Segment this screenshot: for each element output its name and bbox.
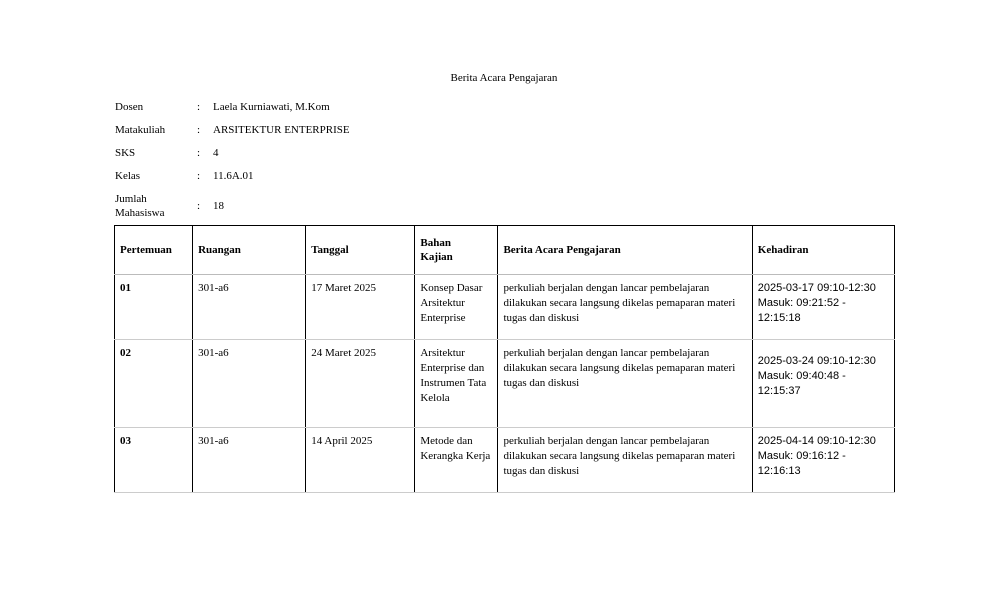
- kehadiran-keluar: 12:15:18: [757, 312, 801, 324]
- kehadiran-masuk: Masuk: 09:16:12 -: [757, 450, 846, 462]
- cell-berita-acara: perkuliah berjalan dengan lancar pembelajaran dilakukan secara langsung dikelas pemaparan materi tugas dan diskusi: [498, 428, 752, 493]
- table-row: [115, 428, 895, 493]
- cell-pertemuan: 01: [115, 275, 193, 340]
- header-tanggal: Tanggal: [306, 226, 415, 275]
- header-berita-acara: Berita Acara Pengajaran: [498, 226, 752, 275]
- colon: :: [197, 200, 201, 212]
- cell-kehadiran: [752, 428, 894, 493]
- course-info: [115, 95, 350, 223]
- sks-label: SKS: [115, 146, 136, 159]
- info-row-dosen: [115, 95, 350, 118]
- info-row-kelas: [115, 164, 350, 187]
- cell-tanggal: 24 Maret 2025: [306, 340, 415, 428]
- jumlah-label-line1: Jumlah: [115, 193, 147, 205]
- kehadiran-jadwal: 2025-03-24 09:10-12:30: [757, 355, 876, 367]
- document-title: Berita Acara Pengajaran: [450, 72, 558, 84]
- jumlah-label-line2: Mahasiswa: [115, 207, 165, 219]
- cell-ruangan: 301-a6: [193, 340, 306, 428]
- info-row-jumlah-mahasiswa: [115, 189, 350, 223]
- cell-ruangan: 301-a6: [193, 275, 306, 340]
- table-header-row: [115, 226, 895, 275]
- cell-berita-acara: perkuliah berjalan dengan lancar pembelajaran dilakukan secara langsung dikelas pemaparan materi tugas dan diskusi: [498, 340, 752, 428]
- header-bahan-line2: Kajian: [420, 251, 453, 263]
- sks-value: 4: [213, 146, 219, 159]
- colon: :: [197, 100, 201, 113]
- header-pertemuan: Pertemuan: [115, 226, 193, 275]
- kehadiran-masuk: Masuk: 09:40:48 -: [757, 370, 846, 382]
- kehadiran-masuk: Masuk: 09:21:52 -: [757, 297, 846, 309]
- info-row-matakuliah: [115, 118, 350, 141]
- dosen-label: Dosen: [115, 100, 144, 113]
- cell-bahan-kajian: Konsep Dasar Arsitektur Enterprise: [415, 275, 498, 340]
- jumlah-mahasiswa-label: [115, 192, 197, 220]
- header-bahan-line1: Bahan: [420, 237, 451, 249]
- kehadiran-keluar: 12:16:13: [757, 465, 801, 477]
- matakuliah-value: ARSITEKTUR ENTERPRISE: [213, 123, 350, 136]
- cell-bahan-kajian: Arsitektur Enterprise dan Instrumen Tata Kelola: [415, 340, 498, 428]
- attendance-table: [114, 225, 895, 493]
- colon: :: [197, 146, 201, 159]
- header-kehadiran: Kehadiran: [752, 226, 894, 275]
- cell-kehadiran: [752, 275, 894, 340]
- cell-pertemuan: 03: [115, 428, 193, 493]
- header-bahan-kajian: [415, 226, 498, 275]
- info-row-sks: [115, 141, 350, 164]
- matakuliah-label: Matakuliah: [115, 123, 166, 136]
- kehadiran-jadwal: 2025-03-17 09:10-12:30: [757, 282, 876, 294]
- cell-tanggal: 17 Maret 2025: [306, 275, 415, 340]
- cell-pertemuan: 02: [115, 340, 193, 428]
- cell-berita-acara: perkuliah berjalan dengan lancar pembelajaran dilakukan secara langsung dikelas pemaparan materi tugas dan diskusi: [498, 275, 752, 340]
- table-row: [115, 340, 895, 428]
- header-ruangan: Ruangan: [193, 226, 306, 275]
- kelas-value: 11.6A.01: [213, 169, 254, 182]
- colon: :: [197, 169, 201, 182]
- kehadiran-keluar: 12:15:37: [757, 385, 801, 397]
- jumlah-mahasiswa-value: 18: [213, 200, 224, 212]
- dosen-value: Laela Kurniawati, M.Kom: [213, 100, 330, 113]
- cell-bahan-kajian: Metode dan Kerangka Kerja: [415, 428, 498, 493]
- cell-tanggal: 14 April 2025: [306, 428, 415, 493]
- cell-ruangan: 301-a6: [193, 428, 306, 493]
- table-row: [115, 275, 895, 340]
- cell-kehadiran: [752, 340, 894, 428]
- kehadiran-jadwal: 2025-04-14 09:10-12:30: [757, 435, 876, 447]
- kelas-label: Kelas: [115, 169, 141, 182]
- colon: :: [197, 123, 201, 136]
